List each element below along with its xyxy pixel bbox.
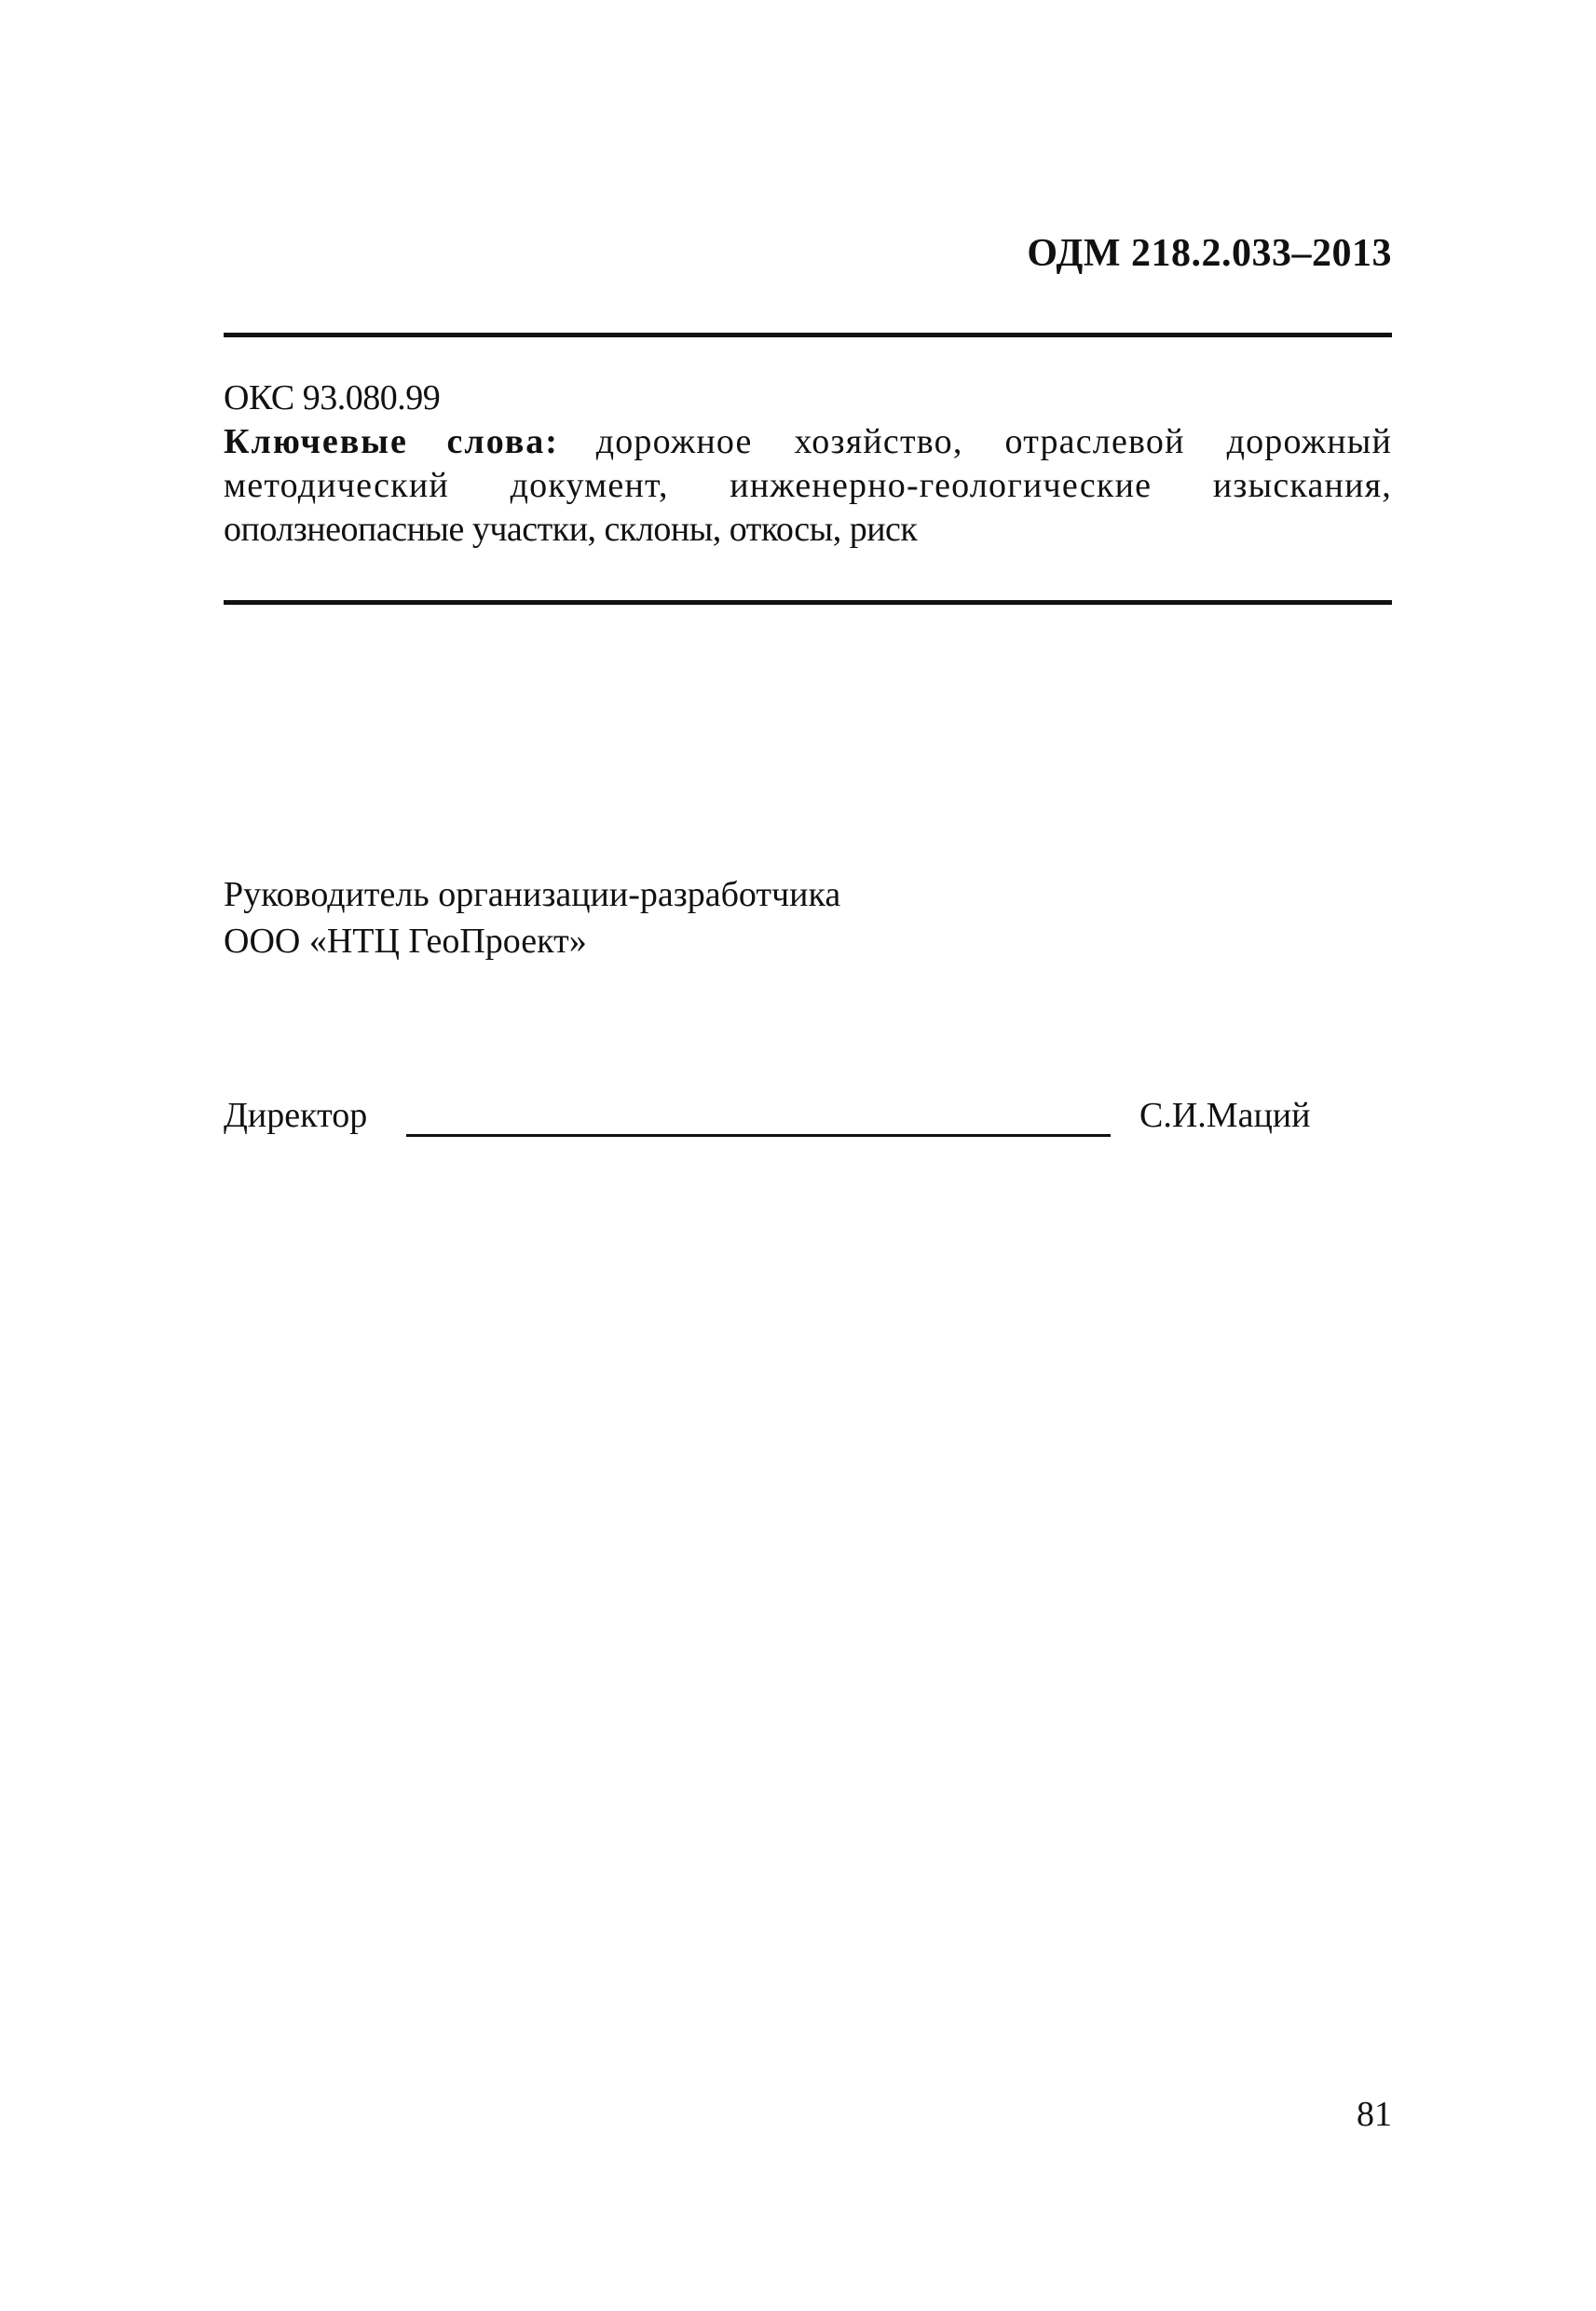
developer-organization [224, 871, 840, 964]
keywords-block [224, 376, 1392, 552]
keywords-line [224, 420, 1392, 464]
keywords-paragraph [224, 420, 1392, 552]
bottom-divider [224, 600, 1392, 605]
signature-line [406, 1134, 1111, 1137]
organization-role: Руководитель организации-разработчика [224, 875, 841, 914]
keywords-label: Ключевые слова: [224, 422, 559, 461]
signer-title: Директор [224, 1096, 368, 1135]
keywords-text-1: дорожное хозяйство, отраслевой дорожный [595, 422, 1393, 461]
page-number: 81 [1357, 2095, 1392, 2134]
keywords-text-2: методический документ, инженерно-геологические изыскания, [224, 466, 1392, 505]
signer-name: С.И.Маций [1139, 1096, 1311, 1135]
top-divider [224, 333, 1392, 337]
signature-row [224, 1095, 1392, 1151]
oks-code: ОКС 93.080.99 [224, 378, 441, 417]
keywords-text-3: оползнеопасные участки, склоны, откосы, риск [224, 510, 918, 549]
organization-name: ООО «НТЦ ГеоПроект» [224, 922, 587, 961]
document-code: ОДМ 218.2.033–2013 [1027, 232, 1392, 275]
